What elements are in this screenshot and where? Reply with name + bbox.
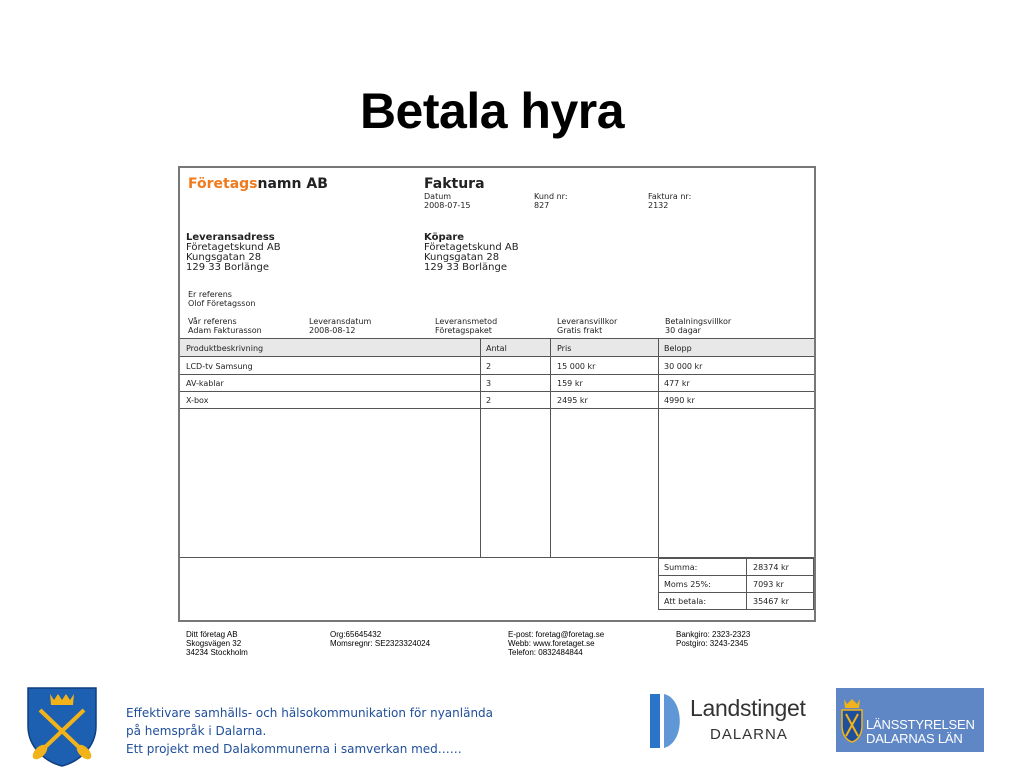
table-header-price: Pris (557, 344, 572, 353)
total-due-label: Att betala: (664, 597, 707, 606)
table-header-amount: Belopp (664, 344, 692, 353)
table-header-quantity: Antal (486, 344, 507, 353)
footer-contact: E-post: foretag@foretag.se Webb: www.foretaget.se Telefon: 0832484844 (508, 630, 605, 657)
project-caption: Effektivare samhälls- och hälsokommunikation för nyanlända på hemspråk i Dalarna. Ett projekt med Dalakommunerna i samverkan med…… (126, 706, 494, 756)
table-cell: 30 000 kr (664, 362, 703, 371)
table-cell: 15 000 kr (557, 362, 596, 371)
table-cell: 2 (486, 396, 492, 405)
landstinget-d-icon (648, 692, 690, 750)
table-cell: 2495 kr (557, 396, 588, 405)
table-cell: LCD-tv Samsung (186, 362, 253, 371)
term-our-reference: Vår referens Adam Fakturasson (188, 317, 262, 335)
table-cell: 3 (486, 379, 492, 388)
term-payment-terms: Betalningsvillkor 30 dagar (665, 317, 732, 335)
footer-org: Org:65645432 Momsregnr: SE2323324024 (330, 630, 431, 648)
total-sum-label: Summa: (664, 563, 698, 572)
delivery-address: Leveransadress Företagetskund AB Kungsgatan 28 129 33 Borlänge (186, 232, 281, 273)
table-cell: 159 kr (557, 379, 583, 388)
table-cell: 4990 kr (664, 396, 695, 405)
table-cell: AV-kablar (186, 379, 224, 388)
total-vat-label: Moms 25%: (664, 580, 711, 589)
footer-giro: Bankgiro: 2323-2323 Postgiro: 3243-2345 (676, 630, 751, 648)
invoice-company-name: Företagsnamn AB (188, 176, 328, 192)
meta-date: Datum 2008-07-15 (424, 192, 471, 210)
your-reference: Er referens Olof Företagsson (188, 290, 256, 308)
table-cell: X-box (186, 396, 209, 405)
buyer-address: Köpare Företagetskund AB Kungsgatan 28 129 33 Borlänge (424, 232, 519, 273)
footer-address: Ditt företag AB Skogsvägen 32 34234 Stockholm (186, 630, 248, 657)
lansstyrelsen-logo: LÄNSSTYRELSEN DALARNAS LÄN (836, 688, 984, 752)
lansstyrelsen-crest-icon (839, 696, 865, 744)
term-delivery-terms: Leveransvillkor Gratis frakt (557, 317, 618, 335)
term-delivery-method: Leveransmetod Företagspaket (435, 317, 498, 335)
invoice-table (180, 338, 814, 557)
total-due-value: 35467 kr (753, 597, 789, 606)
total-vat-value: 7093 kr (753, 580, 784, 589)
invoice-totals (180, 557, 814, 609)
total-sum-value: 28374 kr (753, 563, 789, 572)
table-cell: 477 kr (664, 379, 690, 388)
invoice-title: Faktura (424, 176, 485, 192)
slide-title: Betala hyra (359, 83, 625, 139)
invoice-image (178, 166, 816, 622)
table-cell: 2 (486, 362, 492, 371)
landstinget-logo: Landstinget DALARNA (648, 692, 818, 750)
term-delivery-date: Leveransdatum 2008-08-12 (309, 317, 372, 335)
table-header-product: Produktbeskrivning (186, 344, 264, 353)
dalarna-crest-icon (26, 686, 98, 768)
meta-customer-no: Kund nr: 827 (534, 192, 568, 210)
meta-invoice-no: Faktura nr: 2132 (648, 192, 692, 210)
